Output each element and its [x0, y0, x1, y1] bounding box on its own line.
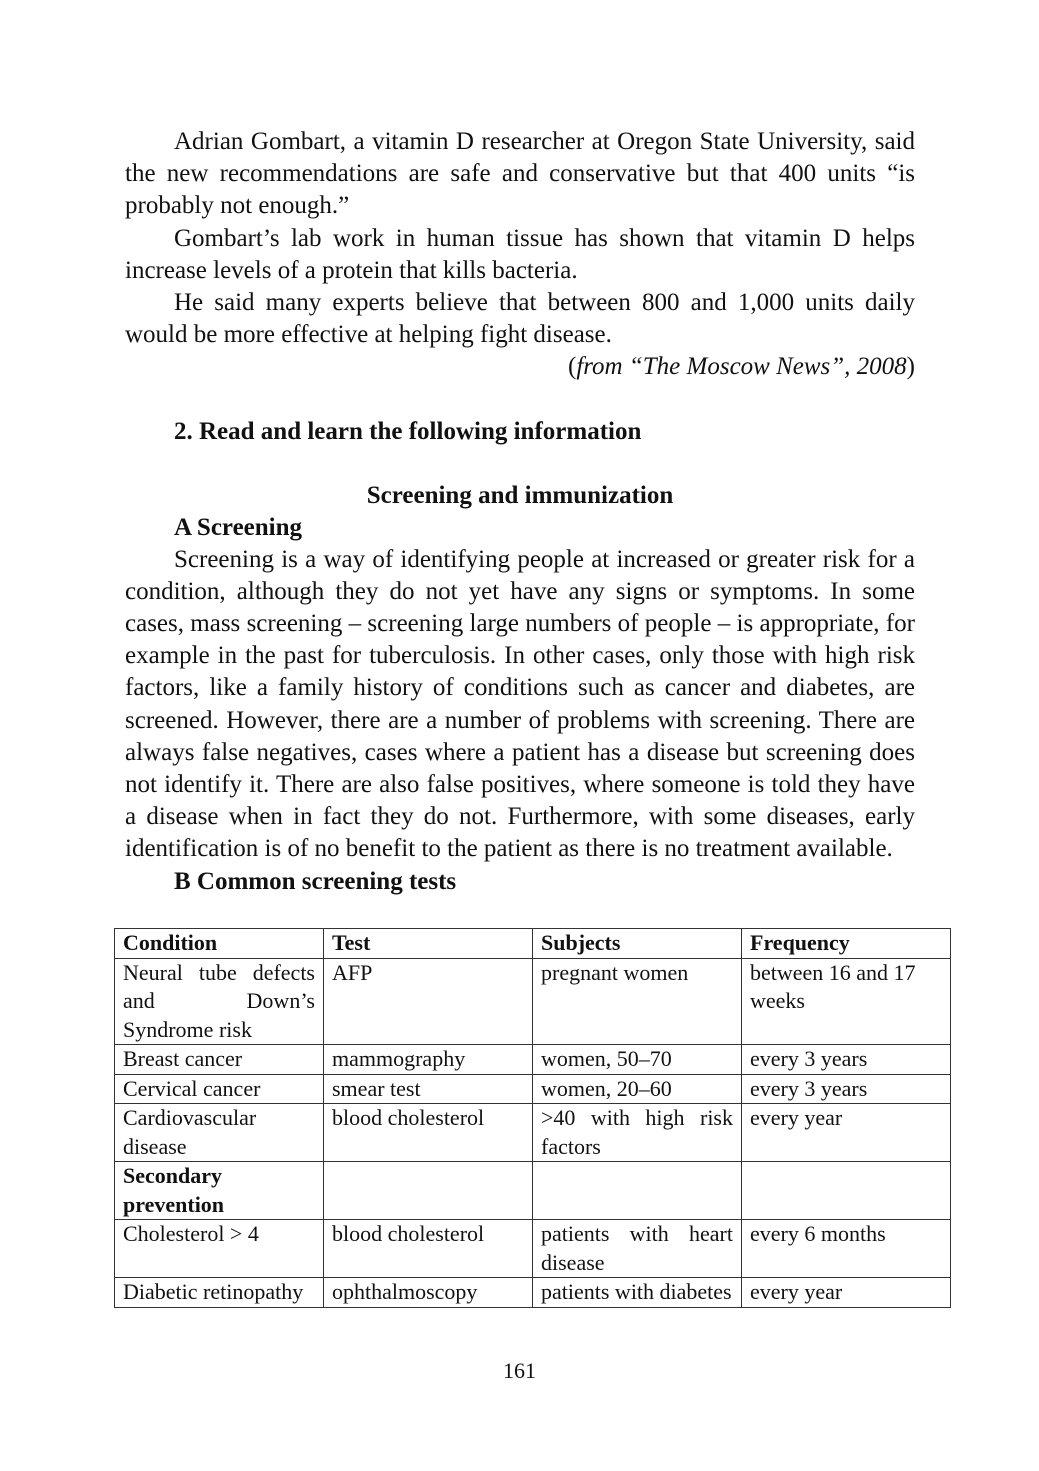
source-close-paren: )	[906, 353, 915, 381]
table-cell: every 6 months	[742, 1220, 951, 1278]
table-cell: women, 20–60	[533, 1074, 742, 1104]
table-row-section	[115, 1162, 951, 1220]
section-b-heading: B Common screening tests	[174, 867, 457, 895]
table-row	[115, 958, 951, 1045]
table-cell: women, 50–70	[533, 1045, 742, 1075]
column-header: Frequency	[742, 929, 951, 959]
table-cell: blood cholesterol	[324, 1104, 533, 1162]
screening-tests-table	[114, 928, 951, 1308]
page-number: 161	[503, 1358, 536, 1383]
column-header: Subjects	[533, 929, 742, 959]
table-cell: >40 with high risk factors	[533, 1104, 742, 1162]
section-title: Screening and immunization	[366, 481, 674, 509]
table-cell: pregnant women	[533, 958, 742, 1045]
table-section-label: Secondary prevention	[115, 1162, 324, 1220]
table-cell: between 16 and 17 weeks	[742, 958, 951, 1045]
table-row	[115, 1074, 951, 1104]
table-cell: blood cholesterol	[324, 1220, 533, 1278]
table-cell: Neural tube defects and Down’s Syndrome risk	[115, 958, 324, 1045]
task-heading: 2. Read and learn the following information	[174, 417, 642, 445]
table-row	[115, 1220, 951, 1278]
table-cell	[742, 1162, 951, 1220]
source-citation	[125, 351, 915, 383]
table-cell: every 3 years	[742, 1045, 951, 1075]
column-header: Condition	[115, 929, 324, 959]
table-cell: smear test	[324, 1074, 533, 1104]
page-body	[125, 126, 915, 898]
table-cell: Diabetic retinopathy	[115, 1278, 324, 1308]
table-cell	[324, 1162, 533, 1220]
paragraph-gombart: Adrian Gombart, a vitamin D researcher at Oregon State University, said the new recommendations are safe and conservative but that 400 units “is probably not enough.”	[125, 128, 915, 220]
source-text: from “The Moscow News”, 2008	[576, 353, 907, 381]
table-cell: ophthalmoscopy	[324, 1278, 533, 1308]
table-row	[115, 1045, 951, 1075]
table-cell: patients with diabetes	[533, 1278, 742, 1308]
table-row	[115, 1278, 951, 1308]
section-a-text: Screening is a way of identifying people at increased or greater risk for a condition, although they do not yet have any signs or symptoms. In some cases, mass screening – screening large numbers of people – is appropriate, for example in the past for tuberculosis. In other cases, only those with high risk factors, like a family history of conditions such as cancer and diabetes, are screened. However, there are a number of problems with screening. There are always false negatives, cases where a patient has a disease but screening does not identify it. There are also false positives, where someone is told they have a disease when in fact they do not. Furthermore, with some diseases, early identification is of no benefit to the patient as there is no treatment available.	[125, 545, 915, 863]
table-cell: Cardiovascular disease	[115, 1104, 324, 1162]
paragraph-lab-work: Gombart’s lab work in human tissue has shown that vitamin D helps increase levels of a protein that kills bacteria.	[125, 224, 915, 284]
table-cell: every year	[742, 1278, 951, 1308]
section-a-heading: A Screening	[174, 513, 303, 541]
table-cell: AFP	[324, 958, 533, 1045]
table-cell: every year	[742, 1104, 951, 1162]
source-open-paren: (	[567, 353, 577, 381]
table-cell: Breast cancer	[115, 1045, 324, 1075]
table-row	[115, 1104, 951, 1162]
table-cell: patients with heart disease	[533, 1220, 742, 1278]
table-header-row	[115, 929, 951, 959]
table-cell: Cholesterol > 4	[115, 1220, 324, 1278]
table-cell: every 3 years	[742, 1074, 951, 1104]
paragraph-experts: He said many experts believe that between 800 and 1,000 units daily would be more effective at helping fight disease.	[125, 289, 915, 349]
table-cell: Cervical cancer	[115, 1074, 324, 1104]
table-cell: mammography	[324, 1045, 533, 1075]
column-header: Test	[324, 929, 533, 959]
table-cell	[533, 1162, 742, 1220]
